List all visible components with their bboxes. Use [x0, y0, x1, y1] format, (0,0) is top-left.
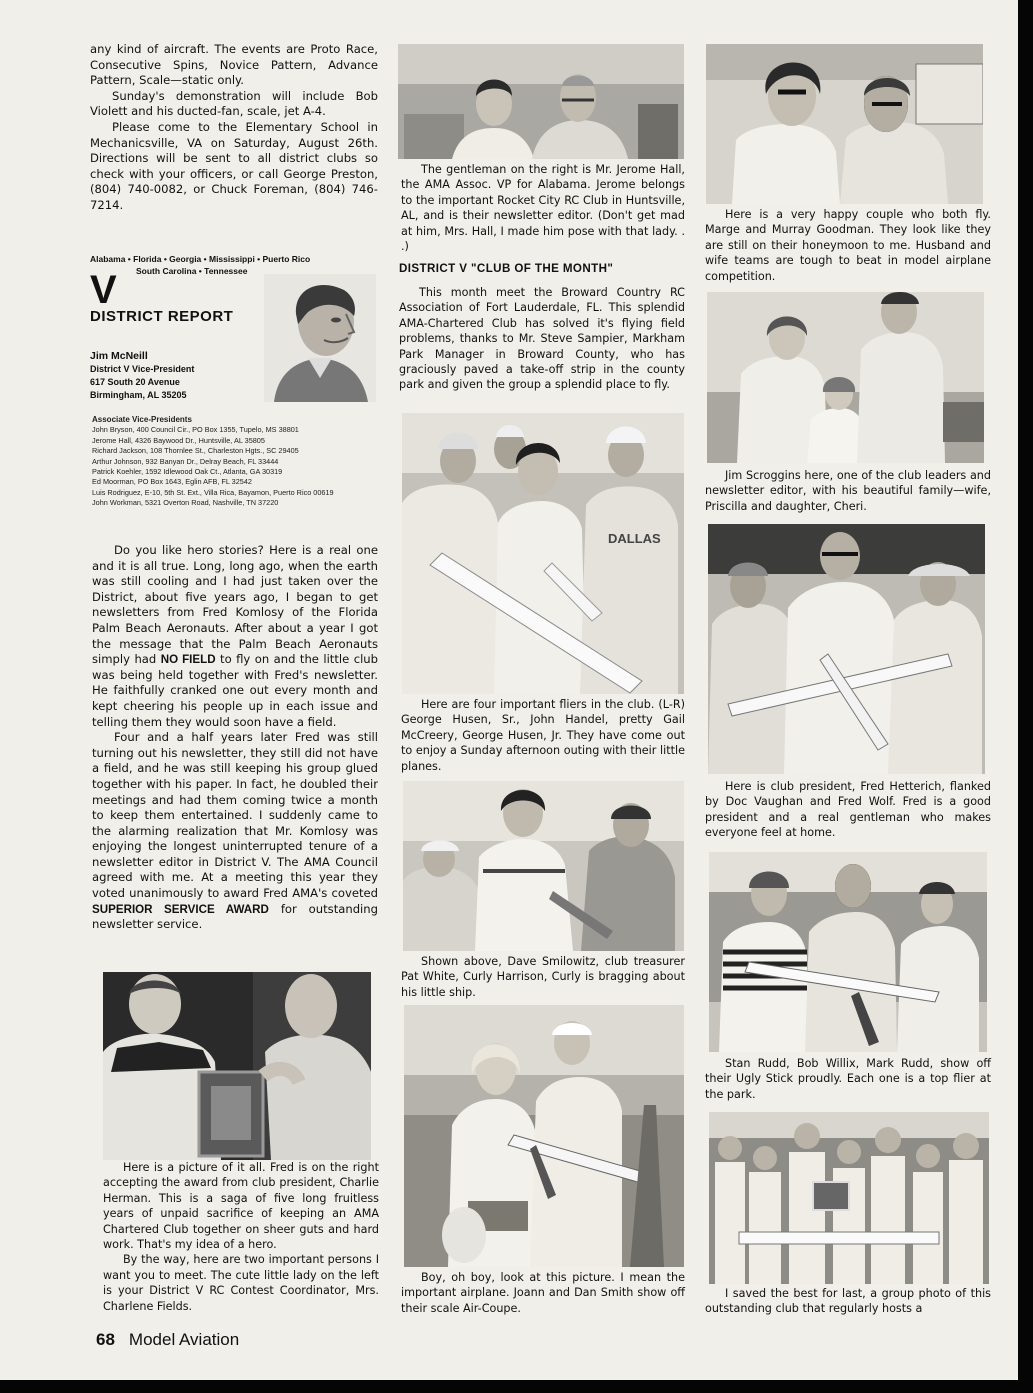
air-coupe-photo: [404, 1005, 684, 1267]
assoc-item: John Workman, 5321 Overton Road, Nashville, TN 37220: [92, 498, 279, 508]
story-paragraph-2: [92, 730, 378, 933]
district-report-title: DISTRICT REPORT: [90, 308, 234, 325]
page-number: 68: [96, 1330, 115, 1349]
group-photo: [709, 1112, 989, 1284]
group-caption-block: [705, 1286, 991, 1317]
club-text: This month meet the Broward Country RC Association of Fort Lauderdale, FL. This splendid AMA-Chartered Club has solved it's flying field problems, thanks to Mr. Steve Sampier, Markham Park Manager in Broward County, who has graciously paved a take-off strip in the county park and given the group a splendid place to fly.: [399, 286, 685, 392]
assoc-heading: Associate Vice-Presidents: [92, 415, 192, 424]
page-footer: [96, 1330, 239, 1350]
four-fliers-photo: [402, 413, 684, 694]
hetterich-caption-block: [705, 779, 991, 841]
hetterich-photo: [708, 524, 985, 774]
four-fliers-caption: Here are four important fliers in the club. (L-R) George Husen, Sr., John Handel, pretty Gail McCreery, George Husen, Jr. They have come out to enjoy a Sunday afternoon outing with their little planes.: [401, 698, 685, 773]
assoc-item: Richard Jackson, 108 Thornlee St., Charleston Hgts., SC 29405: [92, 446, 299, 456]
vp-title: District V Vice-President: [90, 364, 195, 374]
scroggins-caption: Jim Scroggins here, one of the club leaders and newsletter editor, with his beautiful family—wife, Priscilla and daughter, Cheri.: [705, 469, 991, 513]
intro-text: [90, 42, 378, 214]
assoc-item: John Bryson, 400 Council Cir., PO Box 1355, Tupelo, MS 38801: [92, 425, 299, 435]
hall-caption-block: [401, 162, 685, 254]
vp-name: Jim McNeill: [90, 350, 148, 362]
intro-paragraph-1: any kind of aircraft. The events are Proto Race, Consecutive Spins, Novice Pattern, Advance Pattern, Scale—static only.: [90, 42, 378, 88]
story-p2-text: Four and a half years later Fred was still turning out his newsletter, they still did not have a field, and he was still keeping his group glued together with his paper. In fact, he doubled their meetings and had them coming twice a month to keep them entertained. I suddenly came to the alarming realization that Mr. Komlosy was enjoying the longest uninterrupted tenure of a newsletter editor in District V. The AMA Council agreed with me. At a meeting this year they voted unanimously to award Fred AMA's coveted: [92, 730, 378, 901]
states-line-1: Alabama • Florida • Georgia • Mississippi • Puerto Rico: [90, 254, 311, 264]
associate-vp-list: [92, 415, 392, 509]
assoc-item: Arthur Johnson, 932 Banyan Dr., Delray Beach, FL 33444: [92, 456, 279, 466]
intro-paragraph-3: Please come to the Elementary School in Mechanicsville, VA on Saturday, August 26th. Directions will be sent to all district clubs so check with your officers, or call George Preston, (804) 740-0082, or Chuck Foreman, (804) 746-7214.: [90, 119, 378, 212]
assoc-item: Ed Moorman, PO Box 1643, Eglin AFB, FL 32542: [92, 477, 252, 487]
rudd-photo: [709, 852, 987, 1052]
vp-city: Birmingham, AL 35205: [90, 390, 187, 400]
vp-info: [90, 350, 194, 402]
story-paragraph-1: [92, 543, 378, 730]
goodman-caption: Here is a very happy couple who both fly. Marge and Murray Goodman. They look like they are still on their honeymoon to me. Husband and wife teams are tough to beat in model airplane competition.: [705, 208, 991, 283]
award-emphasis: SUPERIOR SERVICE AWARD: [92, 902, 269, 916]
four-fliers-caption-block: [401, 697, 685, 774]
rudd-caption-block: [705, 1056, 991, 1102]
story-p2-end: for outstanding newsletter service.: [92, 901, 378, 932]
magazine-name: Model Aviation: [128, 1330, 240, 1349]
hero-story: [92, 543, 378, 933]
scroggins-photo: [707, 292, 984, 463]
shirt-logo-text: DALLAS: [608, 531, 661, 546]
vp-portrait-photo: [264, 274, 376, 402]
story-p1-end: to fly on and the little club was being held together with Fred's newsletter. He faithfully cranked one out every month and kept cheering his people up in each issue and telling them they would soon have a field.: [92, 652, 379, 729]
club-text-block: [399, 285, 685, 393]
hall-photo: [398, 44, 684, 159]
award-photo: [103, 972, 371, 1160]
assoc-item: Jerome Hall, 4326 Baywood Dr., Huntsville, AL 35805: [92, 435, 265, 445]
closing-paragraph: By the way, here are two important persons I want you to meet. The cute little lady on the left is your District V RC Contest Coordinator, Mrs. Charlene Fields.: [103, 1253, 379, 1313]
hetterich-caption: Here is club president, Fred Hetterich, flanked by Doc Vaughan and Fred Wolf. Fred is a good president and a real gentleman who makes everyone feel at home.: [705, 780, 991, 840]
club-of-month-heading: DISTRICT V "CLUB OF THE MONTH": [399, 262, 614, 275]
story-p1-text: Do you like hero stories? Here is a real one and it is all true. Long, long ago, when the earth was still cooling and I had just taken over the District, about five years ago, I began to get newsletters from Fred Komlosy of the Florida Palm Beach Aeronauts. After about a year I got the message that the Palm Beach Aeronauts simply had: [92, 543, 378, 667]
assoc-item: Patrick Koehler, 1592 Idlewood Oak Ct., Atlanta, GA 30319: [92, 467, 283, 477]
treasurer-caption-block: [401, 954, 685, 1000]
no-field-emphasis: NO FIELD: [160, 653, 216, 667]
treasurer-caption: Shown above, Dave Smilowitz, club treasurer Pat White, Curly Harrison, Curly is bragging about his little ship.: [401, 955, 685, 999]
air-coupe-caption-block: [401, 1270, 685, 1316]
district-letter: V: [90, 268, 117, 312]
group-caption: I saved the best for last, a group photo of this outstanding club that regularly hosts a: [705, 1287, 991, 1316]
scroggins-caption-block: [705, 468, 991, 514]
states-line-2: South Carolina • Tennessee: [136, 266, 248, 276]
award-caption-block: [103, 1160, 379, 1314]
intro-paragraph-2: Sunday's demonstration will include Bob Violett and his ducted-fan, scale, jet A-4.: [90, 88, 378, 119]
goodman-photo: [706, 44, 983, 204]
vp-street: 617 South 20 Avenue: [90, 377, 180, 387]
award-caption: Here is a picture of it all. Fred is on the right accepting the award from club president, Charlie Herman. This is a saga of five long fruitless years of unpaid sacrifice of keeping an AMA Chartered Club together on sheer guts and hard work. That's my idea of a hero.: [103, 1161, 379, 1252]
goodman-caption-block: [705, 207, 991, 284]
rudd-caption: Stan Rudd, Bob Willix, Mark Rudd, show off their Ugly Stick proudly. Each one is a top flier at the park.: [705, 1057, 991, 1101]
assoc-item: Luis Rodriguez, E-10, 5th St. Ext., Villa Rica, Bayamon, Puerto Rico 00619: [92, 487, 334, 497]
air-coupe-caption: Boy, oh boy, look at this picture. I mean the important airplane. Joann and Dan Smith show off their scale Air-Coupe.: [401, 1271, 685, 1315]
treasurer-photo: [403, 781, 684, 951]
hall-caption: The gentleman on the right is Mr. Jerome Hall, the AMA Assoc. VP for Alabama. Jerome belongs to the important Rocket City RC Club in Huntsville, AL, and is their newsletter editor. (Don't get mad at him, Mrs. Hall, I made him pose with that lady. . .): [401, 163, 685, 254]
